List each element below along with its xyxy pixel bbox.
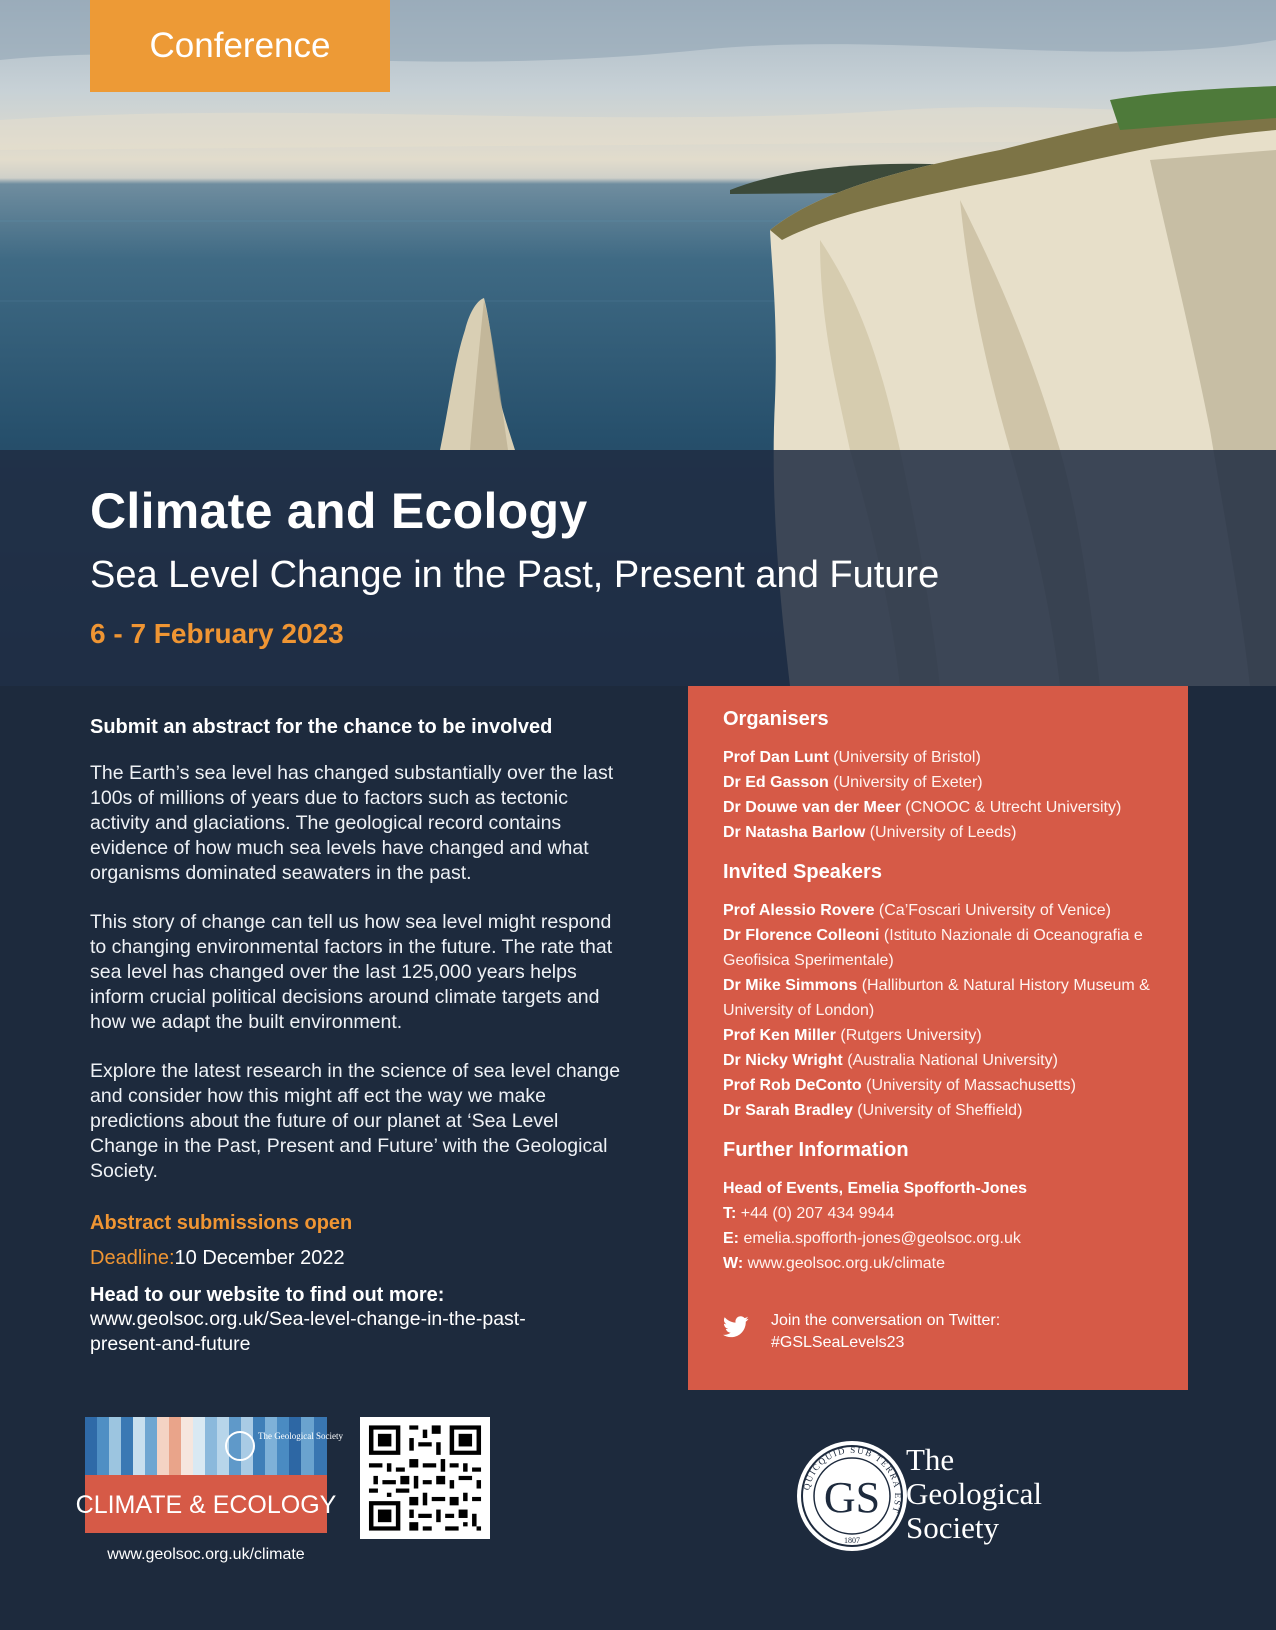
- speakers-list: [723, 898, 1154, 1123]
- seal-letters: GS: [823, 1473, 881, 1522]
- climate-ecology-logo: [75, 1417, 343, 1573]
- speaker-item: Prof Rob DeConto (University of Massachusetts): [723, 1077, 1076, 1094]
- twitter-hashtag[interactable]: #GSLSeaLevels23: [771, 1334, 905, 1351]
- contact-name: Head of Events, Emelia Spofforth-Jones: [723, 1180, 1028, 1197]
- intro-paragraph-3: Explore the latest research in the science of sea level change and consider how this might aff ect the way we make predictions about the future of our planet at ‘Sea Level Change in the Past, Present and Future’ with the Geological Society.: [90, 1060, 621, 1182]
- twitter-bird-icon: [723, 1316, 749, 1338]
- twitter-callout[interactable]: [723, 1310, 1000, 1354]
- seal-motto: QUICQUID SUB TERRA EST: [801, 1444, 904, 1516]
- deadline-value: 10 December 2022: [174, 1247, 345, 1269]
- page-subtitle: Sea Level Change in the Past, Present and Future: [90, 554, 940, 596]
- twitter-text: [771, 1310, 1000, 1354]
- contact-email[interactable]: E: emelia.spofforth-jones@geolsoc.org.uk: [723, 1230, 1021, 1247]
- warming-stripes: [85, 1417, 327, 1475]
- society-name-line: Geological: [906, 1476, 1043, 1511]
- contact-web[interactable]: W: www.geolsoc.org.uk/climate: [723, 1255, 946, 1272]
- climate-ecology-url: www.geolsoc.org.uk/climate: [107, 1546, 305, 1563]
- contact-details: [723, 1176, 1154, 1276]
- organiser-item: Dr Ed Gasson (University of Exeter): [723, 774, 983, 791]
- intro-paragraph-2: This story of change can tell us how sea level might respond to changing environmental factors in the future. The rate that sea level has changed over the last 125,000 years helps inform crucial political decisions around climate targets and how we adapt the built environment.: [90, 911, 613, 1033]
- organiser-item: Prof Dan Lunt (University of Bristol): [723, 749, 981, 766]
- website-heading: Head to our website to find out more:: [90, 1284, 445, 1306]
- event-dates: 6 - 7 February 2023: [90, 618, 344, 649]
- submissions-open-heading: Abstract submissions open: [90, 1212, 353, 1234]
- qr-code[interactable]: [360, 1417, 490, 1539]
- page-title: Climate and Ecology: [90, 483, 588, 539]
- climate-ecology-label: CLIMATE & ECOLOGY: [75, 1491, 337, 1519]
- organiser-item: Dr Natasha Barlow (University of Leeds): [723, 824, 1017, 841]
- intro-paragraph-1: The Earth’s sea level has changed substantially over the last 100s of millions of years due to factors such as tectonic activity and glaciations. The geological record contains evidence of how much sea levels have changed and what organisms dominated seawaters in the past.: [90, 762, 614, 884]
- speaker-item: Dr Nicky Wright (Australia National University): [723, 1052, 1058, 1069]
- speaker-item: Dr Sarah Bradley (University of Sheffield): [723, 1102, 1023, 1119]
- organiser-item: Dr Douwe van der Meer (CNOOC & Utrecht University): [723, 799, 1122, 816]
- speakers-heading: Invited Speakers: [723, 861, 882, 883]
- speaker-item: Prof Ken Miller (Rutgers University): [723, 1027, 982, 1044]
- website-link[interactable]: www.geolsoc.org.uk/Sea-level-change-in-the-past-present-and-future: [90, 1308, 526, 1355]
- organisers-list: [723, 745, 1154, 845]
- society-name-line: The: [906, 1442, 955, 1477]
- conference-tag: Conference: [90, 0, 390, 92]
- speaker-item: Prof Alessio Rovere (Ca’Foscari University of Venice): [723, 902, 1111, 919]
- seal-year: 1807: [844, 1536, 860, 1545]
- society-name: [906, 1443, 1042, 1545]
- deadline-label: Deadline:: [90, 1247, 175, 1269]
- further-info-heading: Further Information: [723, 1139, 909, 1161]
- intro-lead: Submit an abstract for the chance to be involved: [90, 716, 553, 738]
- society-name-line: Society: [906, 1510, 999, 1545]
- info-panel: [688, 686, 1188, 1390]
- contact-phone[interactable]: T: +44 (0) 207 434 9944: [723, 1205, 895, 1222]
- speaker-item: Dr Florence Colleoni (Istituto Nazionale di Oceanografia e Geofisica Sperimentale): [723, 927, 1143, 969]
- organisers-heading: Organisers: [723, 708, 829, 730]
- deadline-line: [90, 1247, 630, 1270]
- mini-society-name: The Geological Society: [258, 1431, 343, 1441]
- intro-column: [90, 716, 630, 1357]
- twitter-line: Join the conversation on Twitter:: [771, 1312, 1001, 1329]
- qr-code-icon: [360, 1417, 490, 1539]
- speaker-item: Dr Mike Simmons (Halliburton & Natural History Museum & University of London): [723, 977, 1150, 1019]
